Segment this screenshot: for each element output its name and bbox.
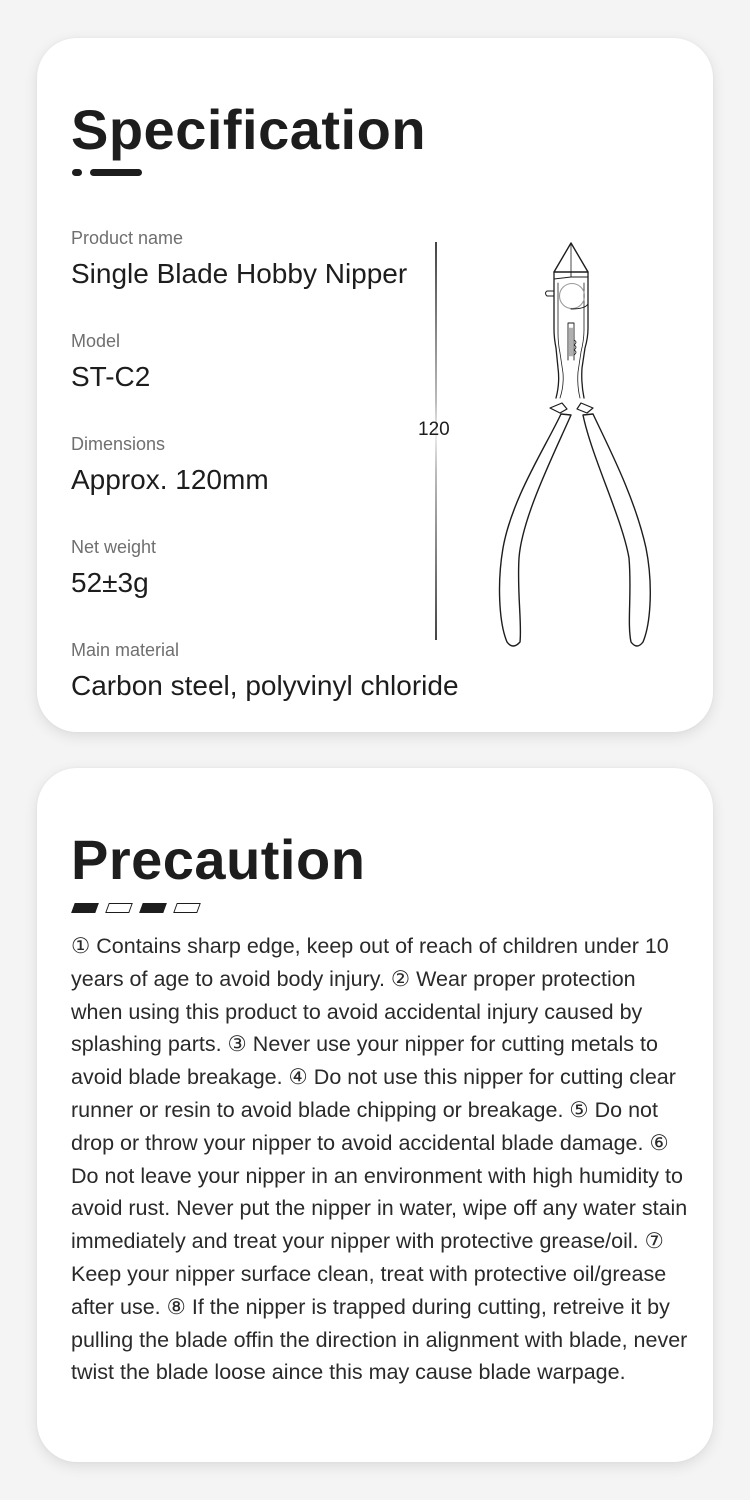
spec-label: Dimensions	[71, 434, 166, 454]
decoration-outline-block	[105, 903, 133, 913]
spec-field-main-material	[71, 639, 459, 703]
decoration-bar	[90, 169, 142, 176]
spec-field-dimensions	[71, 433, 269, 497]
spec-label: Product name	[71, 228, 184, 248]
spec-field-net-weight	[71, 536, 156, 600]
spec-value: ST-C2	[71, 361, 151, 392]
spec-value: Approx. 120mm	[71, 464, 269, 495]
title-parallelogram-decoration	[71, 903, 211, 915]
dimension-line	[435, 242, 437, 640]
decoration-filled-block	[71, 903, 99, 913]
spec-label: Main material	[71, 640, 180, 660]
spec-field-model	[71, 330, 150, 394]
precaution-card	[37, 768, 713, 1462]
spec-value: Carbon steel, polyvinyl chloride	[71, 670, 459, 701]
spec-field-product-name	[71, 227, 407, 291]
spec-value: 52±3g	[71, 567, 149, 598]
title-underline-decoration	[72, 169, 152, 177]
decoration-dot	[72, 169, 82, 176]
decoration-filled-block	[139, 903, 167, 913]
precaution-title: Precaution	[71, 828, 366, 891]
specification-title: Specification	[71, 98, 427, 161]
spec-label: Model	[71, 331, 121, 351]
decoration-outline-block	[173, 903, 201, 913]
spec-value: Single Blade Hobby Nipper	[71, 258, 408, 289]
nipper-outline-icon	[467, 238, 687, 648]
specification-card	[37, 38, 713, 732]
precaution-text: ① Contains sharp edge, keep out of reach of children under 10 years of age to avoid body injury. ② Wear proper protection when using this product to avoid accidental injury caused by splashing parts. ③ Never use your nipper for cutting metals to avoid blade breakage. ④ Do not use this nipper for cutting clear runner or resin to avoid blade chipping or breakage. ⑤ Do not drop or throw your nipper to avoid accidental blade damage. ⑥ Do not leave your nipper in an environment with high humidity to avoid rust. Never put the nipper in water, wipe off any water stain immediately and treat your nipper with protective grease/oil. ⑦ Keep your nipper surface clean, treat with protective oil/grease after use. ⑧ If the nipper is trapped during cutting, retreive it by pulling the blade offin the direction in alignment with blade, never twist the blade loose aince this may cause blade warpage.	[71, 934, 688, 1385]
spec-label: Net weight	[71, 537, 157, 557]
dimension-label: 120	[418, 419, 450, 440]
